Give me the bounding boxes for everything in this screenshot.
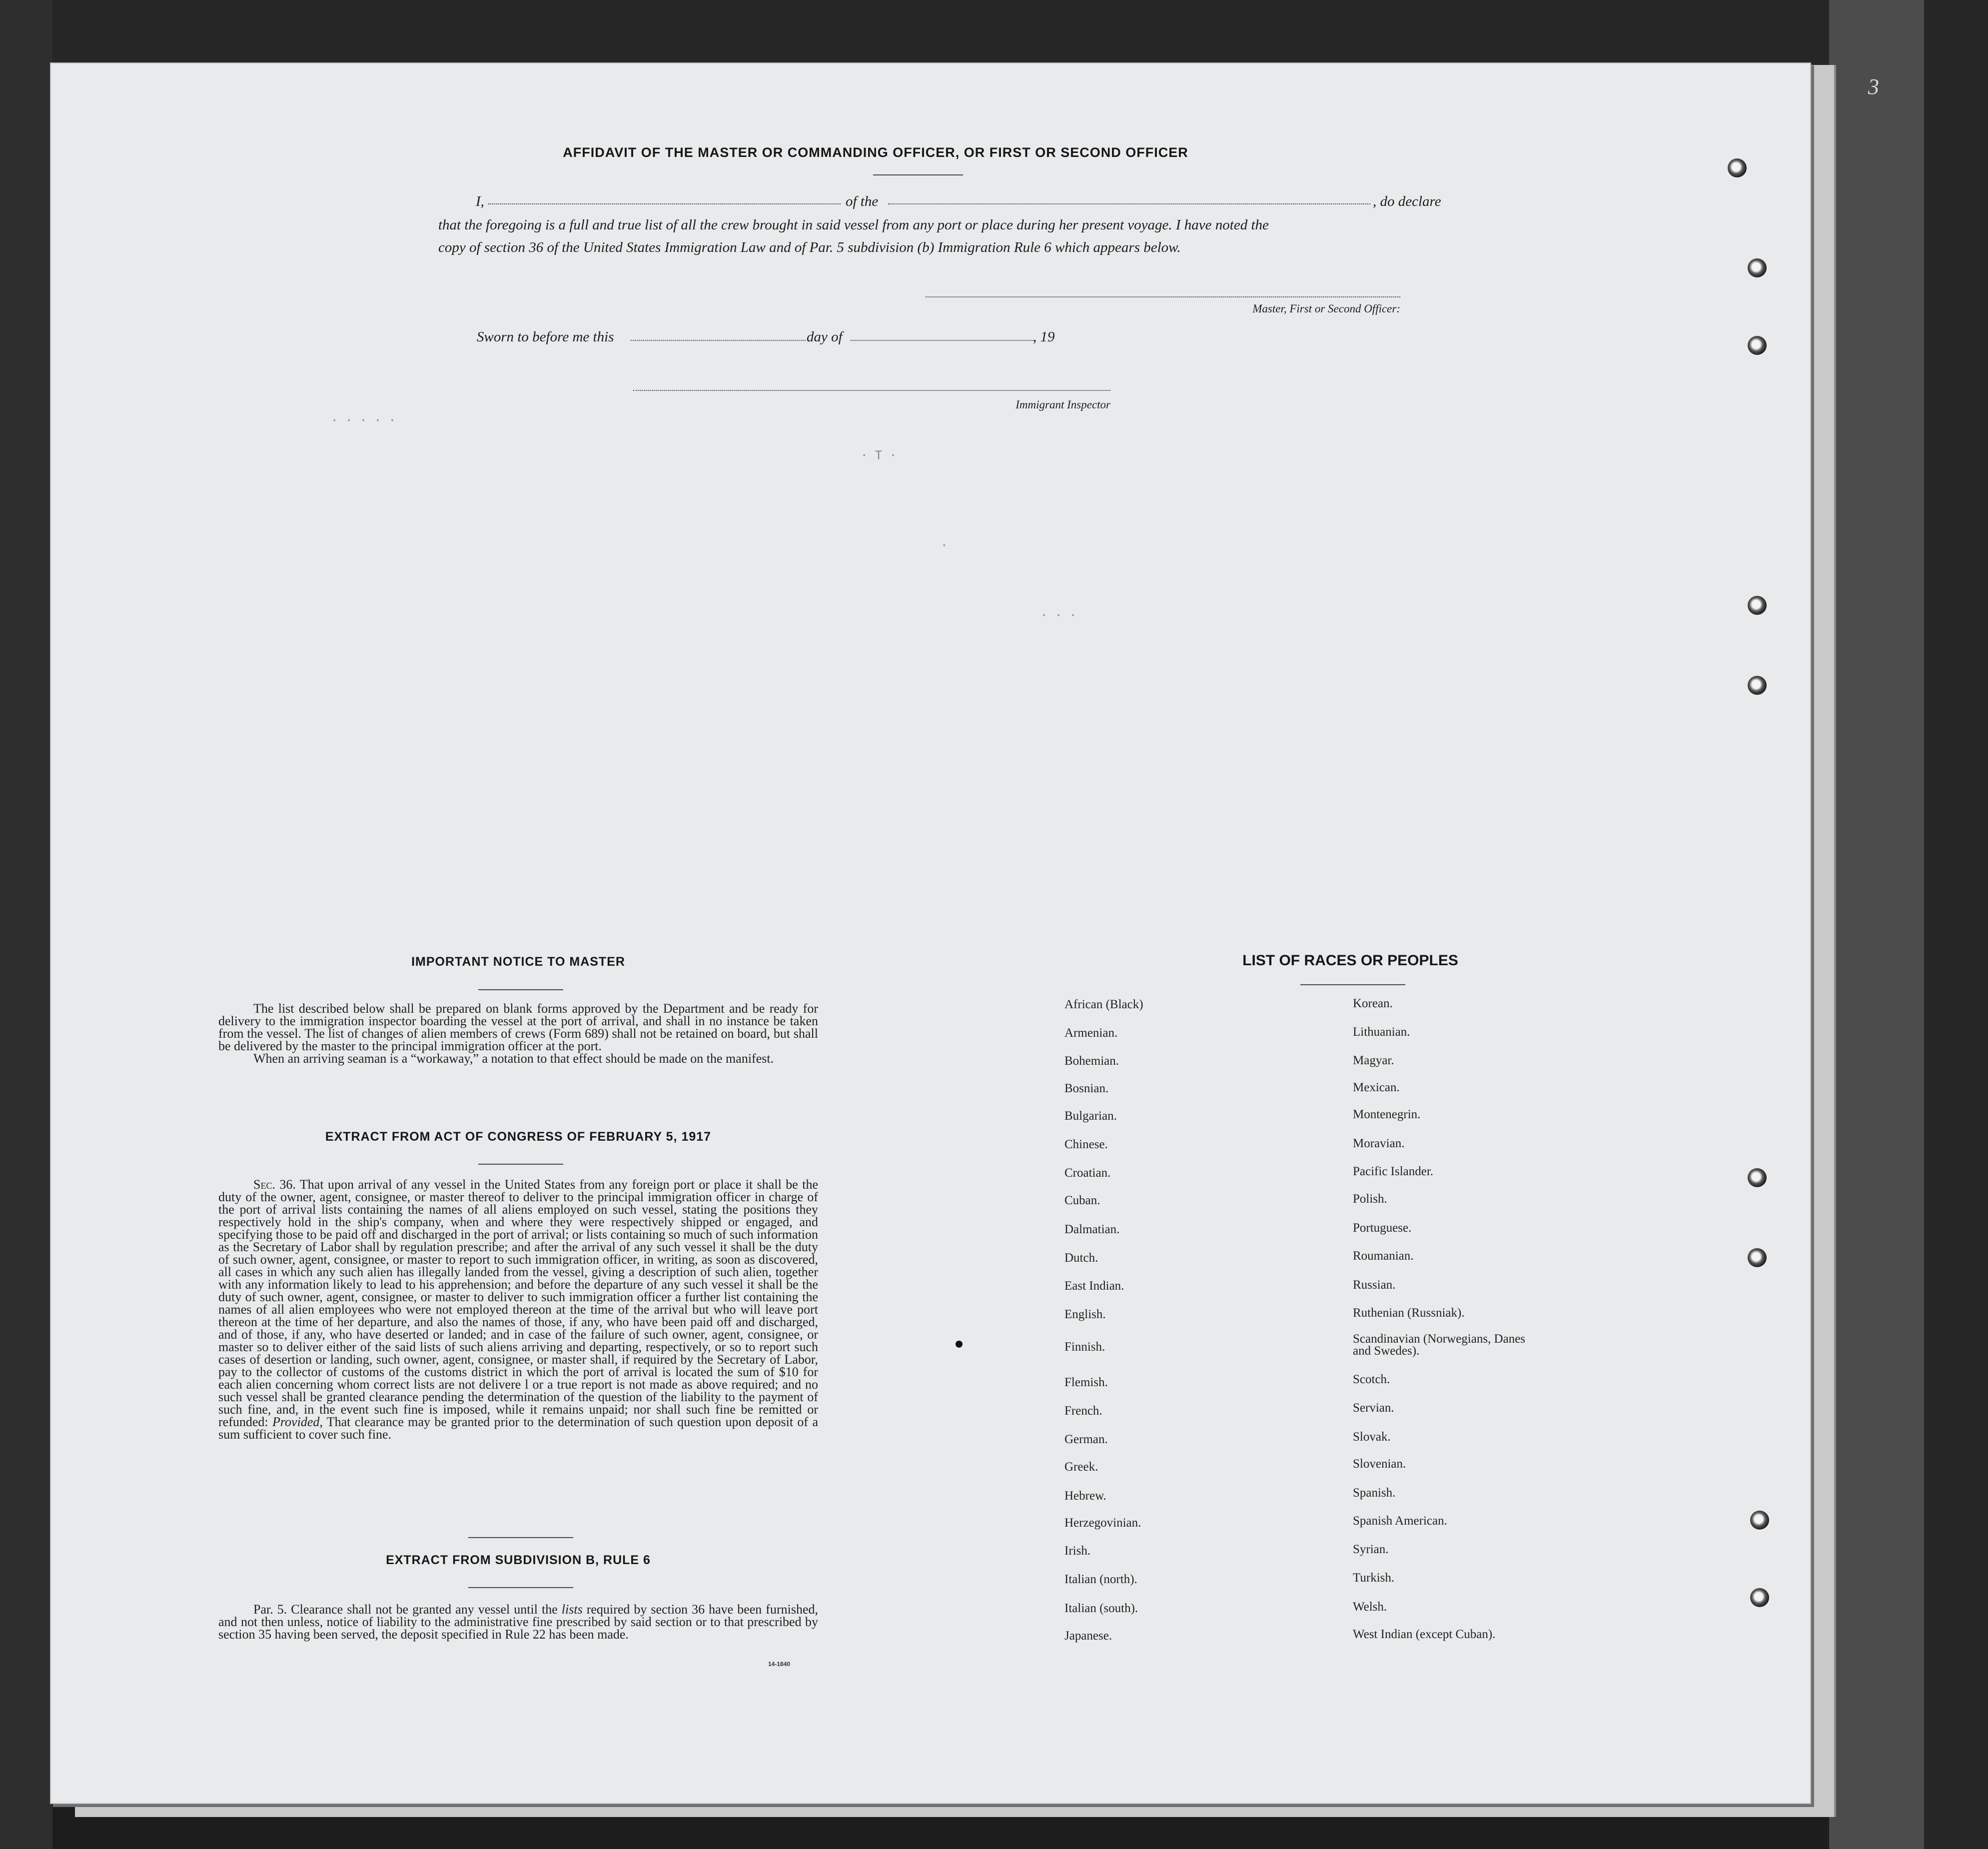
race-item: Scandinavian (Norwegians, Danes and Swedes). [1353, 1332, 1526, 1358]
inspector-signature-blank [633, 390, 1110, 391]
binder-hole [1750, 1588, 1769, 1607]
section-36-label: Sec. 36. [253, 1177, 296, 1192]
affidavit-declare-label: , do declare [1373, 193, 1441, 209]
binder-hole [1728, 158, 1747, 177]
race-item: Polish. [1353, 1192, 1387, 1206]
race-item: Armenian. [1064, 1026, 1118, 1040]
paragraph-5-start: Par. 5. Clearance shall not be granted any vessel until the [253, 1602, 558, 1617]
master-signature-caption: Master, First or Second Officer: [1252, 302, 1400, 315]
race-item: Russian. [1353, 1278, 1396, 1292]
race-item: Hebrew. [1064, 1489, 1106, 1503]
title-underline [873, 174, 963, 175]
binder-hole [1748, 258, 1767, 277]
affidavit-of-the-label: of the [846, 193, 879, 209]
sworn-day-blank [631, 340, 806, 341]
sworn-prefix: Sworn to before me this [477, 329, 614, 345]
race-item: Moravian. [1353, 1137, 1405, 1150]
race-item: Herzegovinian. [1064, 1516, 1141, 1530]
race-item: Croatian. [1064, 1166, 1111, 1180]
affiant-name-blank [488, 203, 841, 204]
race-item: French. [1064, 1404, 1102, 1418]
ink-dot [956, 1341, 963, 1348]
page-number: 3 [1868, 74, 1879, 99]
bleed-through-marks: · · · · · [331, 413, 396, 427]
provided-word: Provided, [272, 1415, 323, 1429]
race-item: Italian (north). [1064, 1573, 1137, 1586]
race-item: Irish. [1064, 1544, 1091, 1558]
race-item: Dalmatian. [1064, 1223, 1120, 1236]
binder-hole [1750, 1511, 1769, 1530]
race-item: Spanish. [1353, 1486, 1396, 1500]
scan-background-top [0, 0, 1988, 65]
vessel-name-blank [888, 203, 1370, 204]
race-item: Welsh. [1353, 1600, 1387, 1614]
race-item: Turkish. [1353, 1571, 1395, 1585]
races-title-underline [1300, 984, 1405, 985]
race-item: Slovak. [1353, 1430, 1391, 1444]
affidavit-title: AFFIDAVIT OF THE MASTER OR COMMANDING OFFICER, OR FIRST OR SECOND OFFICER [563, 145, 1188, 160]
races-title: LIST OF RACES OR PEOPLES [1242, 952, 1458, 969]
race-item: Mexican. [1353, 1081, 1400, 1094]
binder-hole [1748, 1168, 1767, 1187]
binder-hole [1748, 676, 1767, 695]
race-item: East Indian. [1064, 1279, 1124, 1293]
race-item: Bulgarian. [1064, 1109, 1117, 1123]
section-36-text [218, 1178, 818, 1441]
race-item: Montenegrin. [1353, 1108, 1421, 1121]
race-item: Magyar. [1353, 1054, 1394, 1067]
race-item: Portuguese. [1353, 1221, 1412, 1235]
notice-title: IMPORTANT NOTICE TO MASTER [411, 955, 625, 969]
notice-paragraph-1: The list described below shall be prepared on blank forms approved by the Department and be ready for delivery to the immigration inspector boarding the vessel at the port of arrival, and shall in no instance be taken from the vessel. The list of changes of alien members of crews (Form 689) shall not be retained on board, but shall be delivered by the master to the principal immigration officer at the port. [218, 1001, 818, 1053]
notice-paragraph-2: When an arriving seaman is a “workaway,” a notation to that effect should be made on the manifest. [253, 1051, 774, 1066]
race-item: Korean. [1353, 997, 1393, 1010]
rule-extract-title: EXTRACT FROM SUBDIVISION B, RULE 6 [386, 1553, 651, 1567]
affidavit-line-2: that the foregoing is a full and true list of all the crew brought in said vessel from any port or place during her present voyage. I have noted the [438, 217, 1269, 233]
race-item: Dutch. [1064, 1251, 1098, 1265]
race-item: Bohemian. [1064, 1054, 1119, 1068]
race-item: Servian. [1353, 1401, 1394, 1415]
race-item: Greek. [1064, 1460, 1098, 1474]
race-item: Finnish. [1064, 1340, 1105, 1354]
race-item: Ruthenian (Russniak). [1353, 1306, 1465, 1320]
bleed-through-marks: · · · [1040, 608, 1077, 622]
bleed-through-marks: · T · [861, 448, 897, 462]
paragraph-5-end: required by section 36 have been furnished, and not then unless, notice of liability to the administrative fine prescribed by said section or to that prescribed by section 35 having been served, the deposit specified in Rule 22 has been made. [218, 1602, 819, 1642]
rule-title-underline [468, 1587, 573, 1588]
binder-hole [1748, 1248, 1767, 1267]
sworn-month-blank [851, 340, 1035, 341]
scan-background-left [0, 0, 52, 1849]
race-item: Spanish American. [1353, 1514, 1447, 1528]
binder-hole [1748, 596, 1767, 615]
sworn-day-label: day of [807, 329, 843, 345]
section-divider [468, 1537, 573, 1538]
race-item: Cuban. [1064, 1194, 1100, 1207]
scan-background-right-edge [1924, 0, 1988, 1849]
act-extract-title: EXTRACT FROM ACT OF CONGRESS OF FEBRUARY 5, 1917 [325, 1130, 712, 1144]
race-item: English. [1064, 1308, 1106, 1321]
affidavit-i-label: I, [476, 193, 484, 209]
form-number: 14-1840 [768, 1661, 791, 1668]
race-item: Italian (south). [1064, 1602, 1138, 1615]
bleed-through-marks: · [941, 538, 948, 552]
race-item: Chinese. [1064, 1138, 1108, 1151]
race-item: Lithuanian. [1353, 1025, 1410, 1039]
race-item: Japanese. [1064, 1629, 1112, 1643]
master-signature-blank [926, 296, 1400, 297]
binder-hole [1748, 336, 1767, 355]
race-item: Pacific Islander. [1353, 1165, 1434, 1178]
lists-word: lists [561, 1602, 583, 1617]
race-item: West Indian (except Cuban). [1353, 1628, 1496, 1641]
notice-title-underline [478, 989, 563, 990]
race-item: Slovenian. [1353, 1457, 1406, 1471]
section-36-body: That upon arrival of any vessel in the United States from any foreign port or place it shall be the duty of the owner, agent, consignee, or master thereof to deliver to the principal immigration officer in charge of the port of arrival lists containing the names of all aliens employed on such vessel, stating the positions they respectively hold in the ship's company, when and where they were respectively shipped or engaged, and specifying those to be paid off and discharged in the port of arrival; or lists containing so much of such information as the Secretary of Labor shall by regulation prescribe; and after the arrival of any such vessel it shall be the duty of such owner, agent, consignee, or master to report to such immigration officer, in writing, as soon as discovered, all cases in which any such alien has illegally landed from the vessel, giving a description of such alien, together with any information likely to lead to his apprehension; and before the departure of any such vessel it shall be the duty of such owner, agent, consignee, or master to deliver to such immigration officer a further list containing the names of all alien employees who were not employed thereon at the time of the arrival but who will leave port thereon at the time of her departure, and also the names of those, if any, who have been paid off and discharged, and of those, if any, who have deserted or landed; and in case of the failure of such owner, agent, consignee, or master so to deliver either of the said lists of such aliens arriving and departing, respectively, or so to report such cases of desertion or landing, such owner, agent, consignee, or master shall, if required by the Secretary of Labor, pay to the collector of customs of the customs district in which the port of arrival is located the sum of $10 for each alien concerning whom correct lists are not delivere l or a true report is not made as above required; and no such vessel shall be granted clearance pending the determination of the question of the liability to the payment of such fine, and, in the event such fine is imposed, while it remains unpaid; nor shall such fine be remitted or refunded: [218, 1177, 818, 1429]
sworn-year-label: , 19 [1033, 329, 1055, 345]
paragraph-5-text [218, 1603, 818, 1641]
inspector-caption: Immigrant Inspector [1015, 398, 1110, 411]
act-title-underline [478, 1164, 563, 1165]
race-item: Roumanian. [1353, 1249, 1414, 1263]
race-item: German. [1064, 1433, 1108, 1446]
race-item: Flemish. [1064, 1376, 1108, 1389]
race-item: Bosnian. [1064, 1082, 1109, 1095]
race-item: African (Black) [1064, 998, 1143, 1011]
race-item: Syrian. [1353, 1543, 1389, 1556]
affidavit-line-3: copy of section 36 of the United States Immigration Law and of Par. 5 subdivision (b) Immigration Rule 6 which appears below. [438, 239, 1181, 255]
manifest-page [50, 62, 1811, 1804]
section-36-end: That clearance may be granted prior to the determination of such question upon deposit of a sum sufficient to cover such fine. [218, 1415, 819, 1442]
race-item: Scotch. [1353, 1373, 1390, 1386]
